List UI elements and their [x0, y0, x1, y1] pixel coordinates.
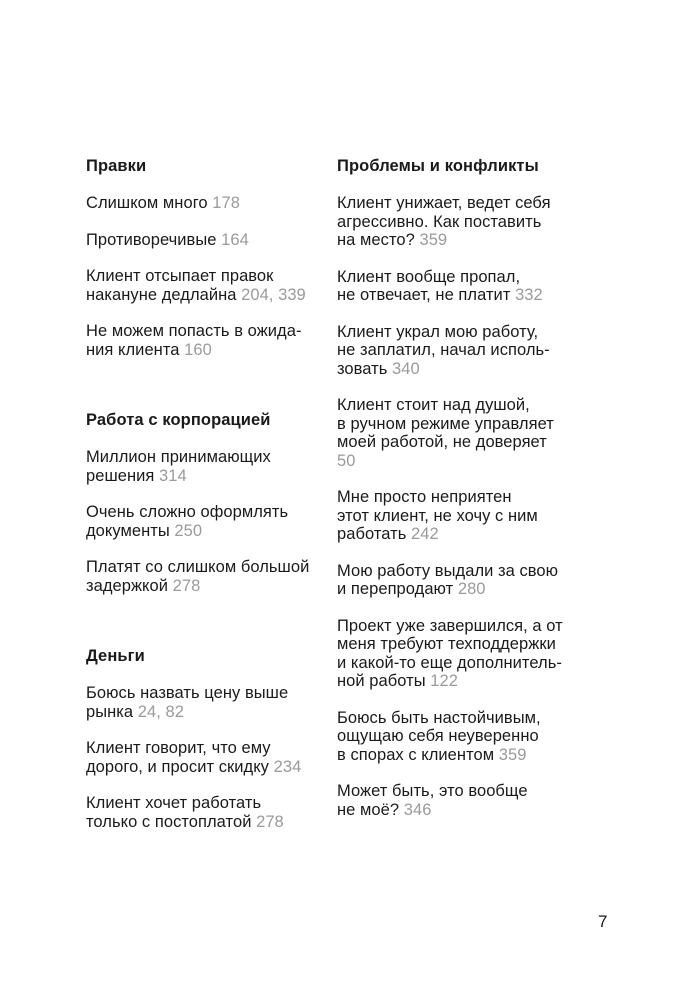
entry-text: Может быть, это вообще не моё? [337, 782, 528, 819]
page-reference: 122 [430, 672, 458, 690]
section-corporation [86, 410, 326, 595]
entry-text: Мне просто неприятен этот клиент, не хочу с ним работать [337, 488, 538, 543]
page-reference: 234 [273, 757, 302, 776]
page-reference: 346 [403, 800, 432, 819]
index-entry [337, 562, 577, 599]
entry-text: Платят со слишком большой задержкой [86, 558, 310, 595]
page-reference: 278 [172, 576, 201, 595]
index-entry [86, 684, 326, 721]
page-number: 7 [598, 912, 608, 931]
page-reference: 24, 82 [137, 702, 184, 721]
entry-text: Миллион принимающих решения [86, 448, 271, 485]
index-entry [86, 231, 326, 250]
index-entry [86, 448, 326, 485]
index-entry [86, 267, 326, 304]
entry-text: Клиент хочет работать только с постоплатой [86, 794, 262, 831]
index-entry [86, 739, 326, 776]
index-entry [337, 194, 577, 250]
index-entry [86, 194, 326, 213]
index-entry [337, 268, 577, 305]
index-entry [337, 323, 577, 379]
index-entry [337, 488, 577, 544]
entry-text: Проект уже завершился, а от меня требуют техподдержки и какой-то еще дополнитель- ной работы [337, 616, 563, 690]
entry-text: Боюсь назвать цену выше рынка [86, 684, 289, 721]
index-entry [337, 396, 577, 470]
index-entry [86, 322, 326, 359]
entry-text: Боюсь быть настойчивым, ощущаю себя неуверенно в спорах с клиентом [337, 708, 541, 764]
entry-text: Не можем попасть в ожида- ния клиента [86, 322, 302, 359]
page-reference: 250 [174, 521, 203, 540]
page-reference: 242 [411, 525, 439, 543]
page-reference: 278 [256, 812, 284, 831]
page-reference: 280 [457, 580, 486, 598]
entry-text: Противоречивые [86, 230, 217, 249]
section-edits [86, 156, 326, 359]
section-conflicts [337, 156, 577, 819]
section-title: Работа с корпорацией [86, 411, 271, 429]
section-money [86, 646, 326, 831]
entry-text: Клиент вообще пропал, не отвечает, не платит [337, 267, 521, 304]
entry-text: Очень сложно оформлять документы [86, 503, 289, 540]
index-entry [86, 503, 326, 540]
page-reference: 204, 339 [241, 285, 306, 304]
index-entry [337, 709, 577, 765]
right-column [337, 156, 577, 819]
entry-text: Мою работу выдали за свою и перепродают [337, 561, 559, 598]
entry-text: Клиент стоит над душой, в ручном режиме управляет моей работой, не доверяет [337, 396, 554, 451]
page-reference: 314 [159, 466, 187, 485]
page-reference: 359 [498, 745, 527, 764]
page-reference: 332 [515, 286, 543, 304]
entry-text: Слишком много [86, 194, 208, 212]
section-title: Правки [86, 157, 147, 175]
index-entry [86, 794, 326, 831]
page-reference: 340 [392, 359, 420, 378]
page-reference: 178 [212, 194, 240, 212]
page-reference: 160 [184, 340, 212, 359]
page-reference: 359 [419, 231, 448, 249]
entry-text: Клиент говорит, что ему дорого, и просит скидку [86, 739, 271, 776]
entry-text: Клиент украл мою работу, не заплатил, начал исполь- зовать [337, 322, 550, 378]
page-reference: 164 [221, 230, 249, 249]
entry-text: Клиент отсыпает правок накануне дедлайна [86, 267, 274, 304]
section-title: Проблемы и конфликты [337, 157, 539, 175]
page-reference: 50 [337, 451, 356, 470]
index-entry [337, 617, 577, 691]
section-title: Деньги [86, 647, 145, 665]
entry-text: Клиент унижает, ведет себя агрессивно. Как поставить на место? [337, 194, 551, 249]
index-entry [86, 558, 326, 595]
index-entry [337, 782, 577, 819]
left-column [86, 156, 326, 831]
